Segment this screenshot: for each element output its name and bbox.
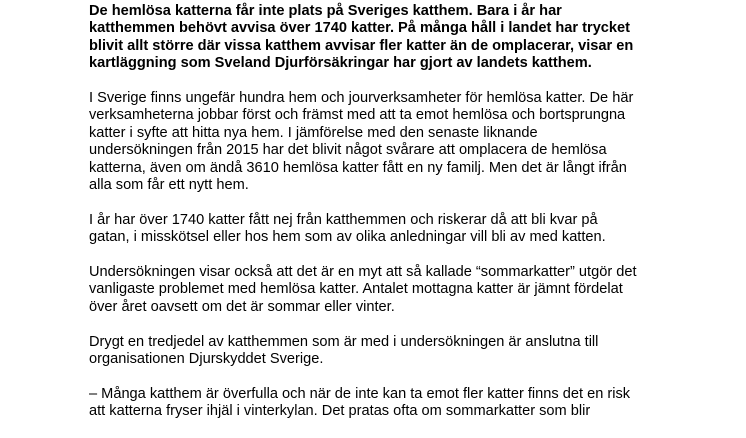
lead-line: De hemlösa katterna får inte plats på Sveriges katthem. Bara i år har xyxy=(89,3,562,19)
text-line: över året oavsett om det är sommar eller vinter. xyxy=(89,298,395,315)
paragraph-rejections xyxy=(89,212,689,247)
text-line: Undersökningen visar också att det är en myt att så kallade “sommarkatter” utgör det xyxy=(89,264,637,281)
text-line: katter i syfte att hitta nya hem. I jämförelse med den senaste liknande xyxy=(89,124,538,141)
lead-paragraph xyxy=(89,3,689,73)
text-line: gatan, i misskötsel eller hos hem som av olika anledningar vill bli av med katten. xyxy=(89,229,606,246)
text-line: att katterna fryser ihjäl i vinterkylan. Det pratas ofta om sommarkatter som blir xyxy=(89,403,591,420)
paragraph-summer-cats xyxy=(89,264,689,316)
lead-line: katthemmen behövt avvisa över 1740 katter. På många håll i landet har trycket xyxy=(89,20,631,37)
text-line: vanligaste problemet med hemlösa katter. Antalet mottagna katter är jämnt fördelat xyxy=(89,281,623,298)
paragraph-shelters xyxy=(89,90,689,194)
text-line: I Sverige finns ungefär hundra hem och jourverksamheter för hemlösa katter. De här xyxy=(89,90,634,107)
text-line: – Många katthem är överfulla och när de inte kan ta emot fler katter finns det en risk xyxy=(89,385,631,402)
text-line: verksamheterna jobbar först och främst med att ta emot hemlösa och bortsprungna xyxy=(89,107,626,124)
paragraph-djurskyddet xyxy=(89,334,689,369)
paragraph-quote xyxy=(89,386,689,421)
lead-line: kartläggning som Sveland Djurförsäkringar har gjort av landets katthem. xyxy=(89,55,592,72)
text-line: Drygt en tredjedel av katthemmen som är med i undersökningen är anslutna till xyxy=(89,333,599,350)
text-line: undersökningen från 2015 har det blivit något svårare att omplacera de hemlösa xyxy=(89,142,607,159)
document-body xyxy=(89,3,689,438)
text-line: I år har över 1740 katter fått nej från katthemmen och riskerar då att bli kvar på xyxy=(89,211,598,228)
text-line: organisationen Djurskyddet Sverige. xyxy=(89,351,324,368)
lead-line: blivit allt större där vissa katthem avvisar fler katter än de omplacerar, visar en xyxy=(89,37,634,54)
text-line: katterna, även om ändå 3610 hemlösa katter fått en ny familj. Men det är långt ifrån xyxy=(89,159,627,176)
text-line: alla som får ett nytt hem. xyxy=(89,177,249,194)
